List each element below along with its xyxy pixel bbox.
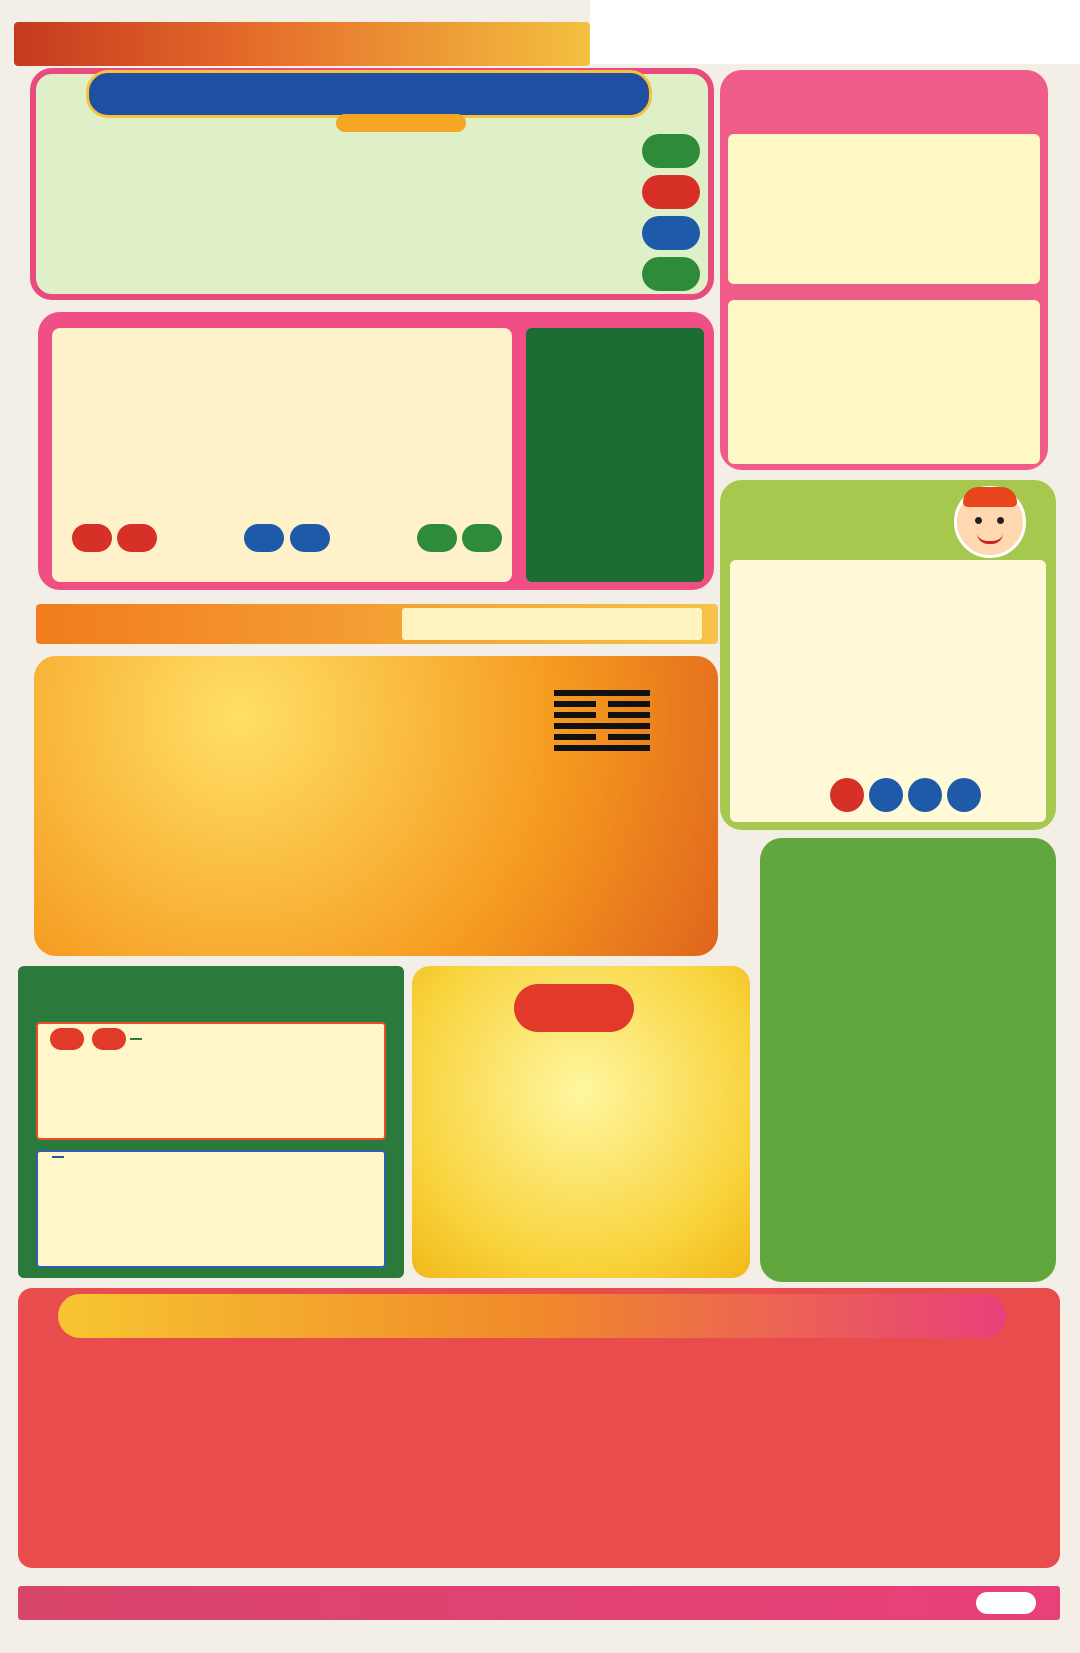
color-table-title: [526, 328, 704, 338]
news-box-2: [36, 1150, 386, 1268]
blue-wave-group: [244, 524, 329, 580]
green-ball: [417, 524, 457, 552]
green-wave-group: [417, 524, 502, 580]
wealth-panel: [38, 312, 714, 590]
edition-badge: [976, 1592, 1036, 1614]
news-box-1: [36, 1022, 386, 1140]
news-b2-header: [46, 1156, 376, 1158]
stats-panel: [720, 70, 1048, 470]
lucky-ball: [642, 257, 700, 291]
luck-inner: [730, 560, 1046, 822]
happy-panel: [412, 966, 750, 1278]
luck-ball: [830, 778, 864, 812]
red-wave-group: [72, 524, 157, 580]
luck-ball: [908, 778, 942, 812]
hexagram-icon: [554, 690, 650, 751]
wealth-inner: [52, 328, 512, 582]
analysis-panel: [18, 1288, 1060, 1568]
last-result: [590, 0, 1080, 64]
green-ball: [462, 524, 502, 552]
luck-balls: [830, 778, 981, 816]
blue-ball: [290, 524, 330, 552]
lucky-ball: [642, 216, 700, 250]
red-ball: [72, 524, 112, 552]
blue-ball: [244, 524, 284, 552]
luck-ball: [869, 778, 903, 812]
trend-panel: [760, 838, 1056, 1282]
lucky-title: [86, 70, 652, 118]
header-bar: [14, 22, 590, 66]
wealth-groups: [72, 524, 502, 580]
analysis-title-bar: [58, 1294, 1006, 1338]
iron-text: [70, 760, 684, 946]
iron-panel: [34, 656, 718, 956]
lucky-panel: [30, 68, 714, 300]
b1-n2: [92, 1028, 126, 1050]
lucky-subtitle: [336, 114, 466, 132]
b1-tag: [130, 1038, 142, 1040]
luck-text: [740, 566, 1036, 744]
stats-box-2: [728, 300, 1040, 464]
red-ball: [117, 524, 157, 552]
zodiac-poem: [402, 608, 702, 640]
face-icon: [954, 486, 1026, 558]
lucky-balls: [642, 134, 702, 295]
footer-bar: [18, 1586, 1060, 1620]
b1-n1: [50, 1028, 84, 1050]
news-panel: [18, 966, 404, 1278]
happy-title: [514, 984, 634, 1032]
zodiac-bar: [36, 604, 718, 644]
luck-panel: [720, 480, 1056, 830]
stats-box-1: [728, 134, 1040, 284]
news-b1-header: [46, 1028, 376, 1050]
lucky-ball: [642, 175, 700, 209]
wealth-text: [68, 408, 498, 524]
luck-ball: [947, 778, 981, 812]
lucky-ball: [642, 134, 700, 168]
trend-chart: [770, 922, 1022, 1270]
color-table: [526, 328, 704, 582]
b2-tag: [52, 1156, 64, 1158]
lucky-text: [76, 134, 636, 290]
